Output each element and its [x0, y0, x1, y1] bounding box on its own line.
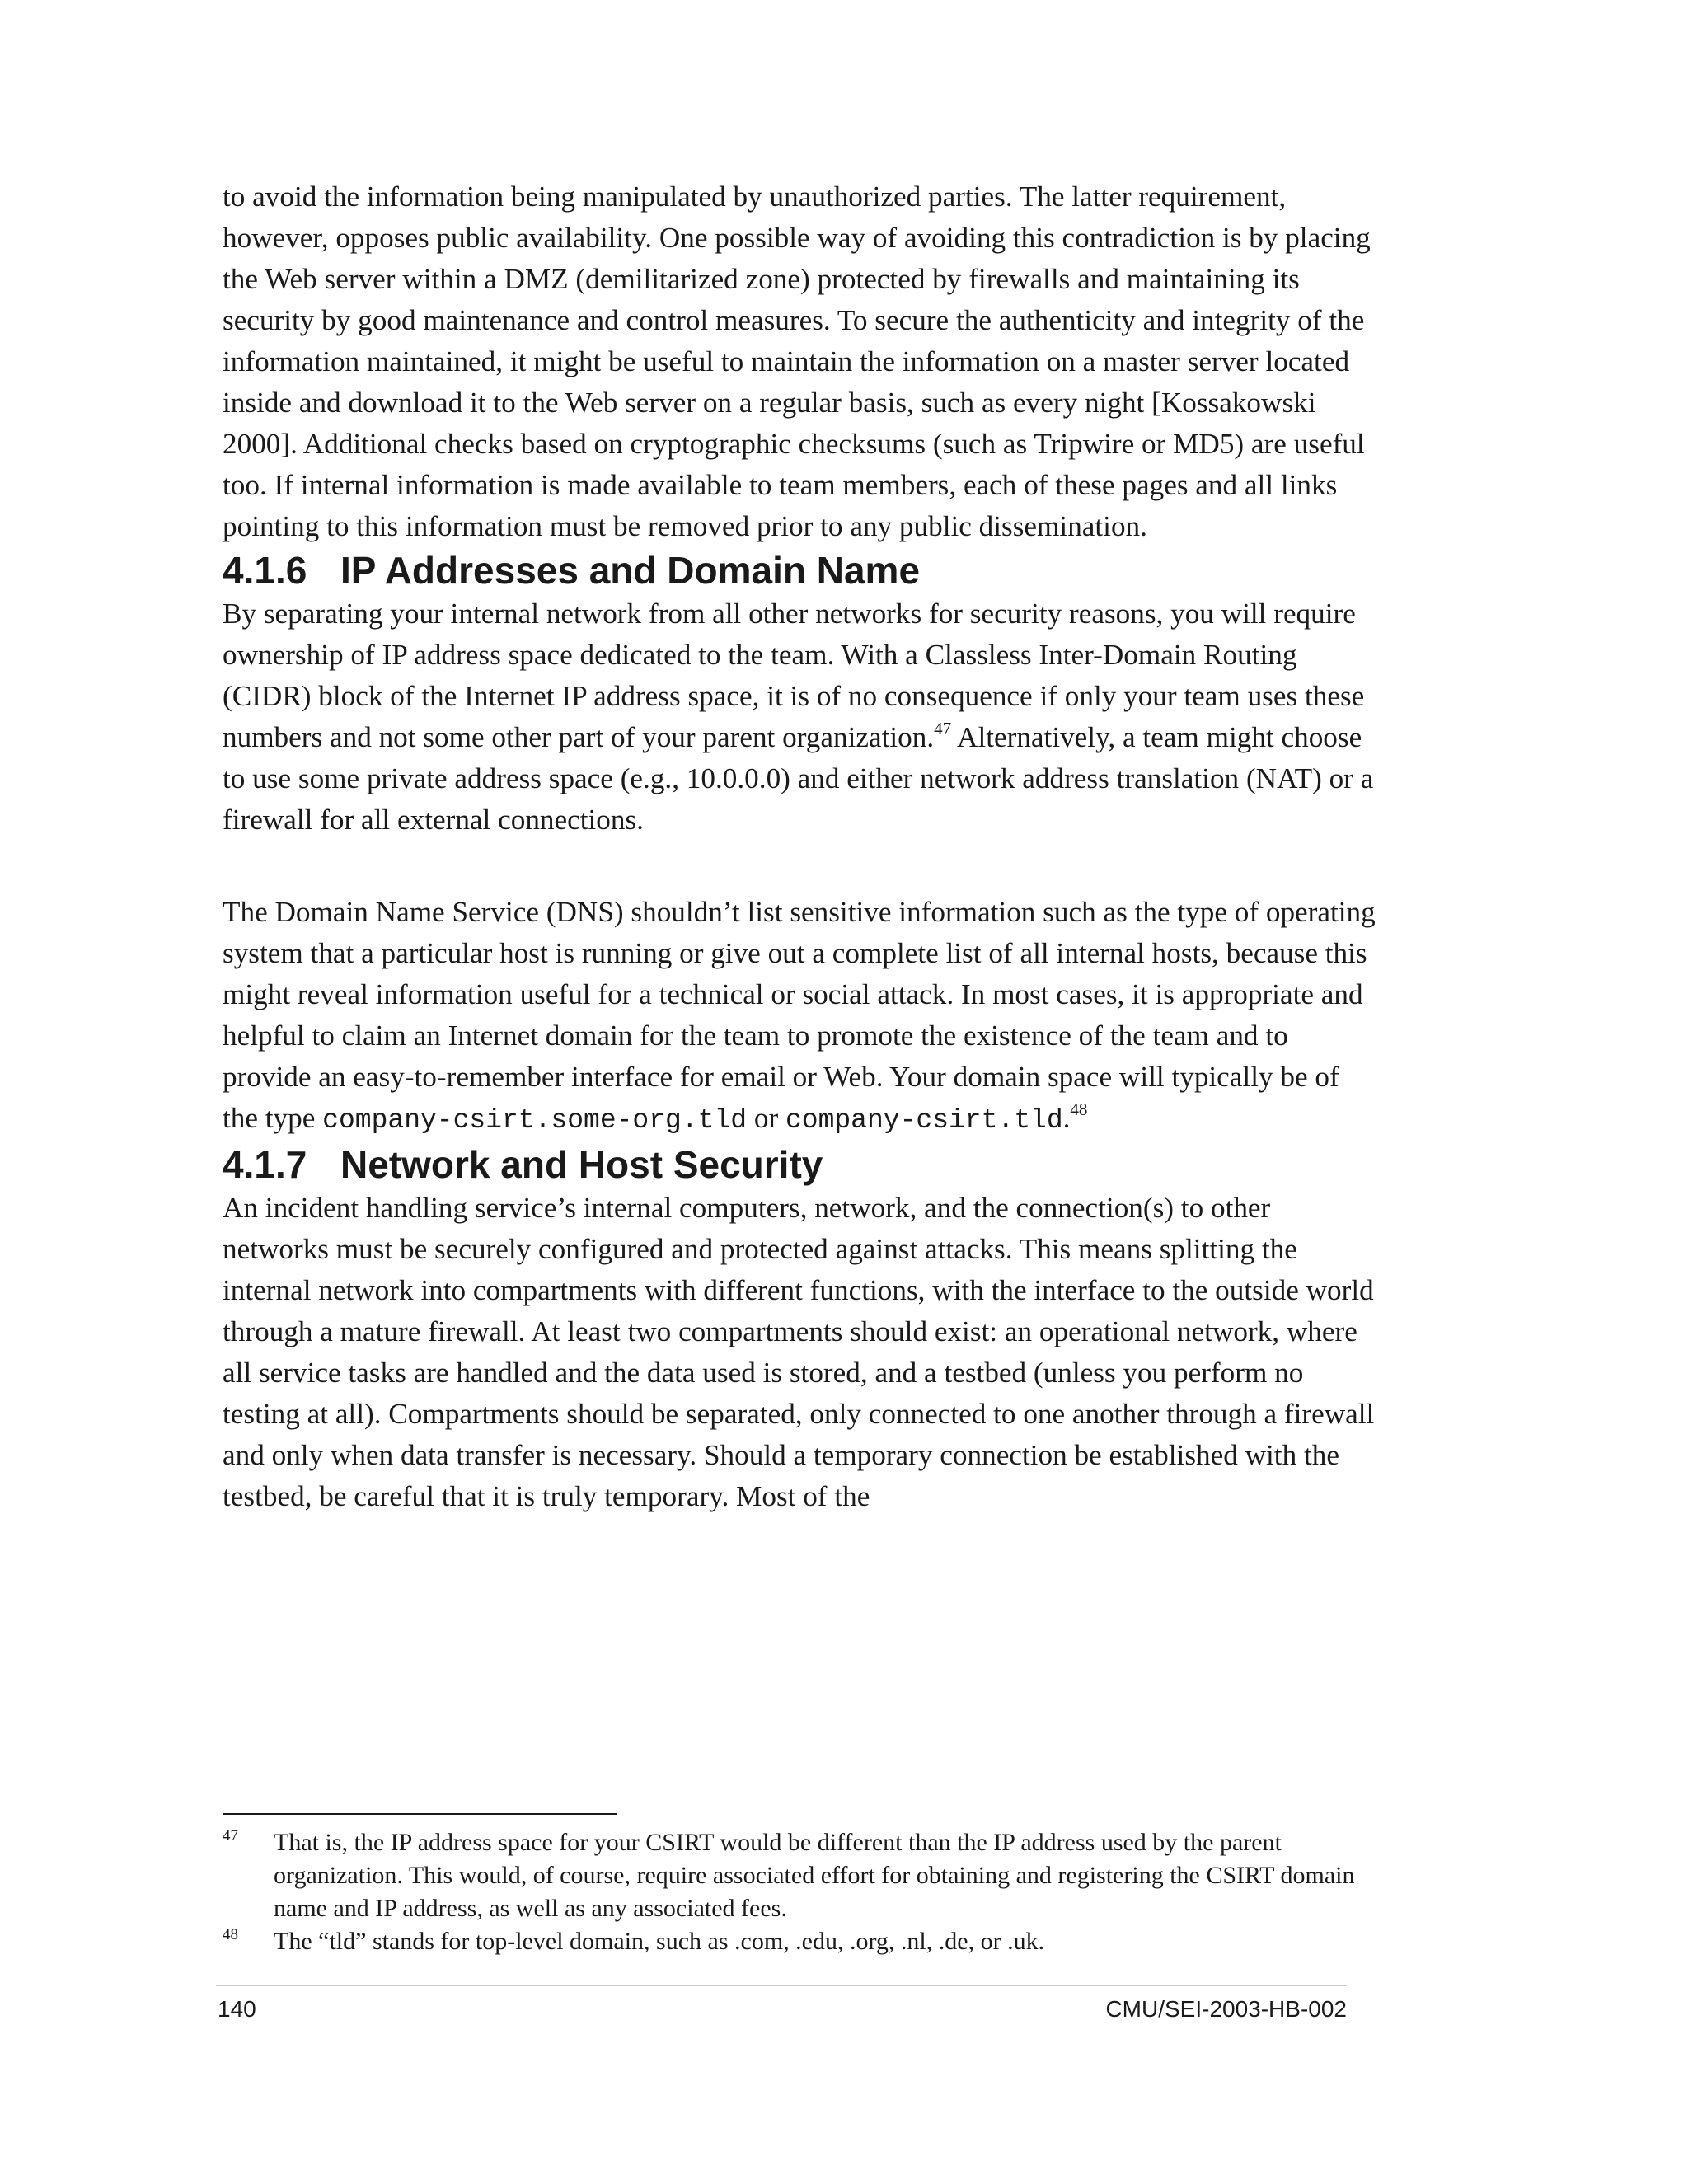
- page-footer: [218, 1993, 1347, 2026]
- ip-addresses-paragraph: [223, 593, 1376, 841]
- text-run: .: [1062, 1102, 1071, 1134]
- footnote-47: [223, 1826, 1376, 1925]
- section-heading-4-1-6: [223, 547, 1376, 593]
- page-number: 140: [218, 1996, 256, 2022]
- footnote-number: 47: [223, 1827, 238, 1844]
- network-security-paragraph: An incident handling service’s internal computers, network, and the connection(s) to other networks must be securely configured and protected against attacks. This means splitting the internal network into compartments with different functions, with the interface to the outside world through a mature firewall. At least two compartments should exist: an operational network, where all service tasks are handled and the data used is stored, and a testbed (unless you perform no testing at all). Compartments should be separated, only connected to one another through a firewall and only when data transfer is necessary. Should a temporary connection be established with the testbed, be careful that it is truly temporary. Most of the: [223, 1192, 1375, 1512]
- text-run: or: [747, 1102, 785, 1134]
- section-number: 4.1.6: [223, 549, 307, 592]
- section-heading-4-1-7: [223, 1141, 1376, 1188]
- text-run: By separating your internal network from all other networks for security reasons, you will require ownership of IP address space dedicated to the team. With a Classless Inter-Domain Routing (CIDR) block of the Internet IP address space, it is of no consequence if only your team uses these numbers and not some other part of your parent organization.: [223, 598, 1365, 753]
- footnote-separator: [223, 1813, 617, 1815]
- code-domain-example-1: company-csirt.some-org.tld: [322, 1105, 748, 1136]
- document-id: CMU/SEI-2003-HB-002: [1105, 1996, 1347, 2022]
- code-domain-example-2: company-csirt.tld: [785, 1105, 1063, 1136]
- footnote-text: The “tld” stands for top-level domain, such as .com, .edu, .org, .nl, .de, or .uk.: [274, 1928, 1045, 1955]
- main-content: [223, 176, 1376, 1517]
- footer-divider: [216, 1985, 1347, 1986]
- intro-paragraph: to avoid the information being manipulated by unauthorized parties. The latter requirement, however, opposes public availability. One possible way of avoiding this contradiction is by placing the Web server within a DMZ (demilitarized zone) protected by firewalls and maintaining its security by good maintenance and control measures. To secure the authenticity and integrity of the information maintained, it might be useful to maintain the information on a master server located inside and download it to the Web server on a regular basis, such as every night [Kossakowski 2000]. Additional checks based on cryptographic checksums (such as Tripwire or MD5) are useful too. If internal information is made available to team members, each of these pages and all links pointing to this information must be removed prior to any public dissemination.: [223, 180, 1371, 542]
- text-run: The Domain Name Service (DNS) shouldn’t list sensitive information such as the type of operating system that a particular host is running or give out a complete list of all internal hosts, because this might reveal information useful for a technical or social attack. In most cases, it is appropriate and helpful to claim an Internet domain for the team to promote the existence of the team and to provide an easy-to-remember interface for email or Web. Your domain space will typically be of the type: [223, 896, 1376, 1134]
- dns-paragraph: [223, 892, 1376, 1141]
- footnote-number: 48: [223, 1926, 238, 1943]
- section-number: 4.1.7: [223, 1143, 307, 1186]
- footnote-ref-48: 48: [1070, 1099, 1088, 1119]
- section-title: Network and Host Security: [340, 1143, 823, 1186]
- text-run: Alternatively, a team might choose to use some private address space (e.g., 10.0.0.0) and either network address translation (NAT) or a firewall for all external connections.: [223, 721, 1374, 836]
- footnote-ref-47: 47: [934, 719, 952, 738]
- section-title: IP Addresses and Domain Name: [340, 549, 921, 592]
- footnote-48: [223, 1925, 1376, 1958]
- footnote-text: That is, the IP address space for your CSIRT would be different than the IP address used by the parent organization. This would, of course, require associated effort for obtaining and registering the CSIRT domain name and IP address, as well as any associated fees.: [274, 1829, 1355, 1922]
- footnotes: [223, 1826, 1376, 1958]
